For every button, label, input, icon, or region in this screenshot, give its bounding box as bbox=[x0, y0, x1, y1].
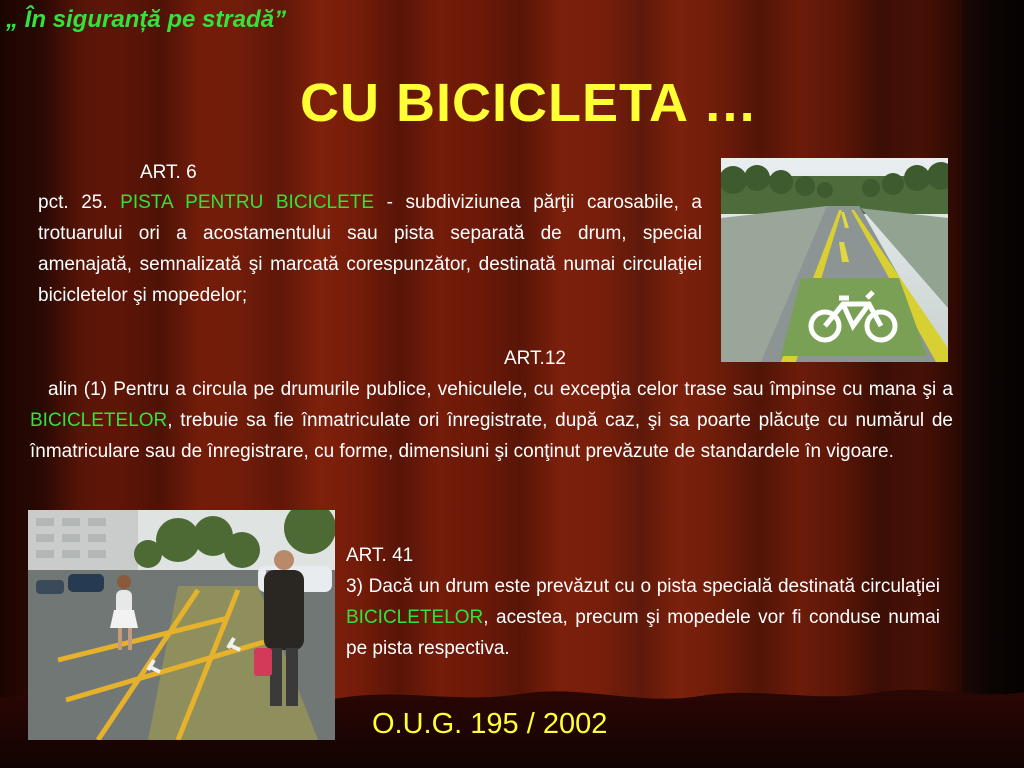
art41-paragraph bbox=[346, 571, 940, 664]
art6-heading: ART. 6 bbox=[140, 162, 197, 183]
art12-term: BICICLETELOR bbox=[30, 410, 168, 431]
art6-text: - subdiviziunea părţii carosabile, a trotuarului ori a acostamentului sau pista separată de drum, special amenajată, semnalizată şi marcată corespunzător, destinată numai circulaţiei bicicletelor şi mopedelor; bbox=[38, 192, 702, 306]
art12-paragraph bbox=[30, 374, 953, 467]
art41-prefix: 3) Dacă un drum este prevăzut cu o pista specială destinată circulaţiei bbox=[346, 576, 940, 597]
art6-prefix: pct. 25. bbox=[38, 192, 121, 213]
slide-title: CU BICICLETA … bbox=[300, 73, 758, 133]
art12-heading: ART.12 bbox=[504, 348, 566, 369]
art41-heading: ART. 41 bbox=[346, 545, 414, 566]
art12-text: , trebuie sa fie înmatriculate ori înregistrate, după caz, şi sa poarte plăcuţe cu numărul de înmatriculare sau de înregistrare, cu forme, dimensiuni şi conţinut prevăzute de standardele în vigoare. bbox=[30, 410, 953, 462]
art6-term: PISTA PENTRU BICICLETE bbox=[120, 192, 375, 213]
slogan: „ În siguranță pe stradă” bbox=[6, 6, 287, 33]
curtain-edge bbox=[962, 0, 1024, 768]
art41-text: , acestea, precum şi mopedele vor fi conduse numai pe pista respectiva. bbox=[346, 607, 940, 659]
footer-law-reference: O.U.G. 195 / 2002 bbox=[372, 708, 608, 740]
art6-paragraph bbox=[38, 187, 702, 311]
crosswalk-photo bbox=[28, 510, 335, 740]
art12-prefix: alin (1) Pentru a circula pe drumurile publice, vehiculele, cu excepţia celor trase sau împinse cu mana şi a bbox=[48, 379, 953, 400]
bike-lane-photo bbox=[721, 158, 948, 362]
art41-term: BICICLETELOR bbox=[346, 607, 484, 628]
